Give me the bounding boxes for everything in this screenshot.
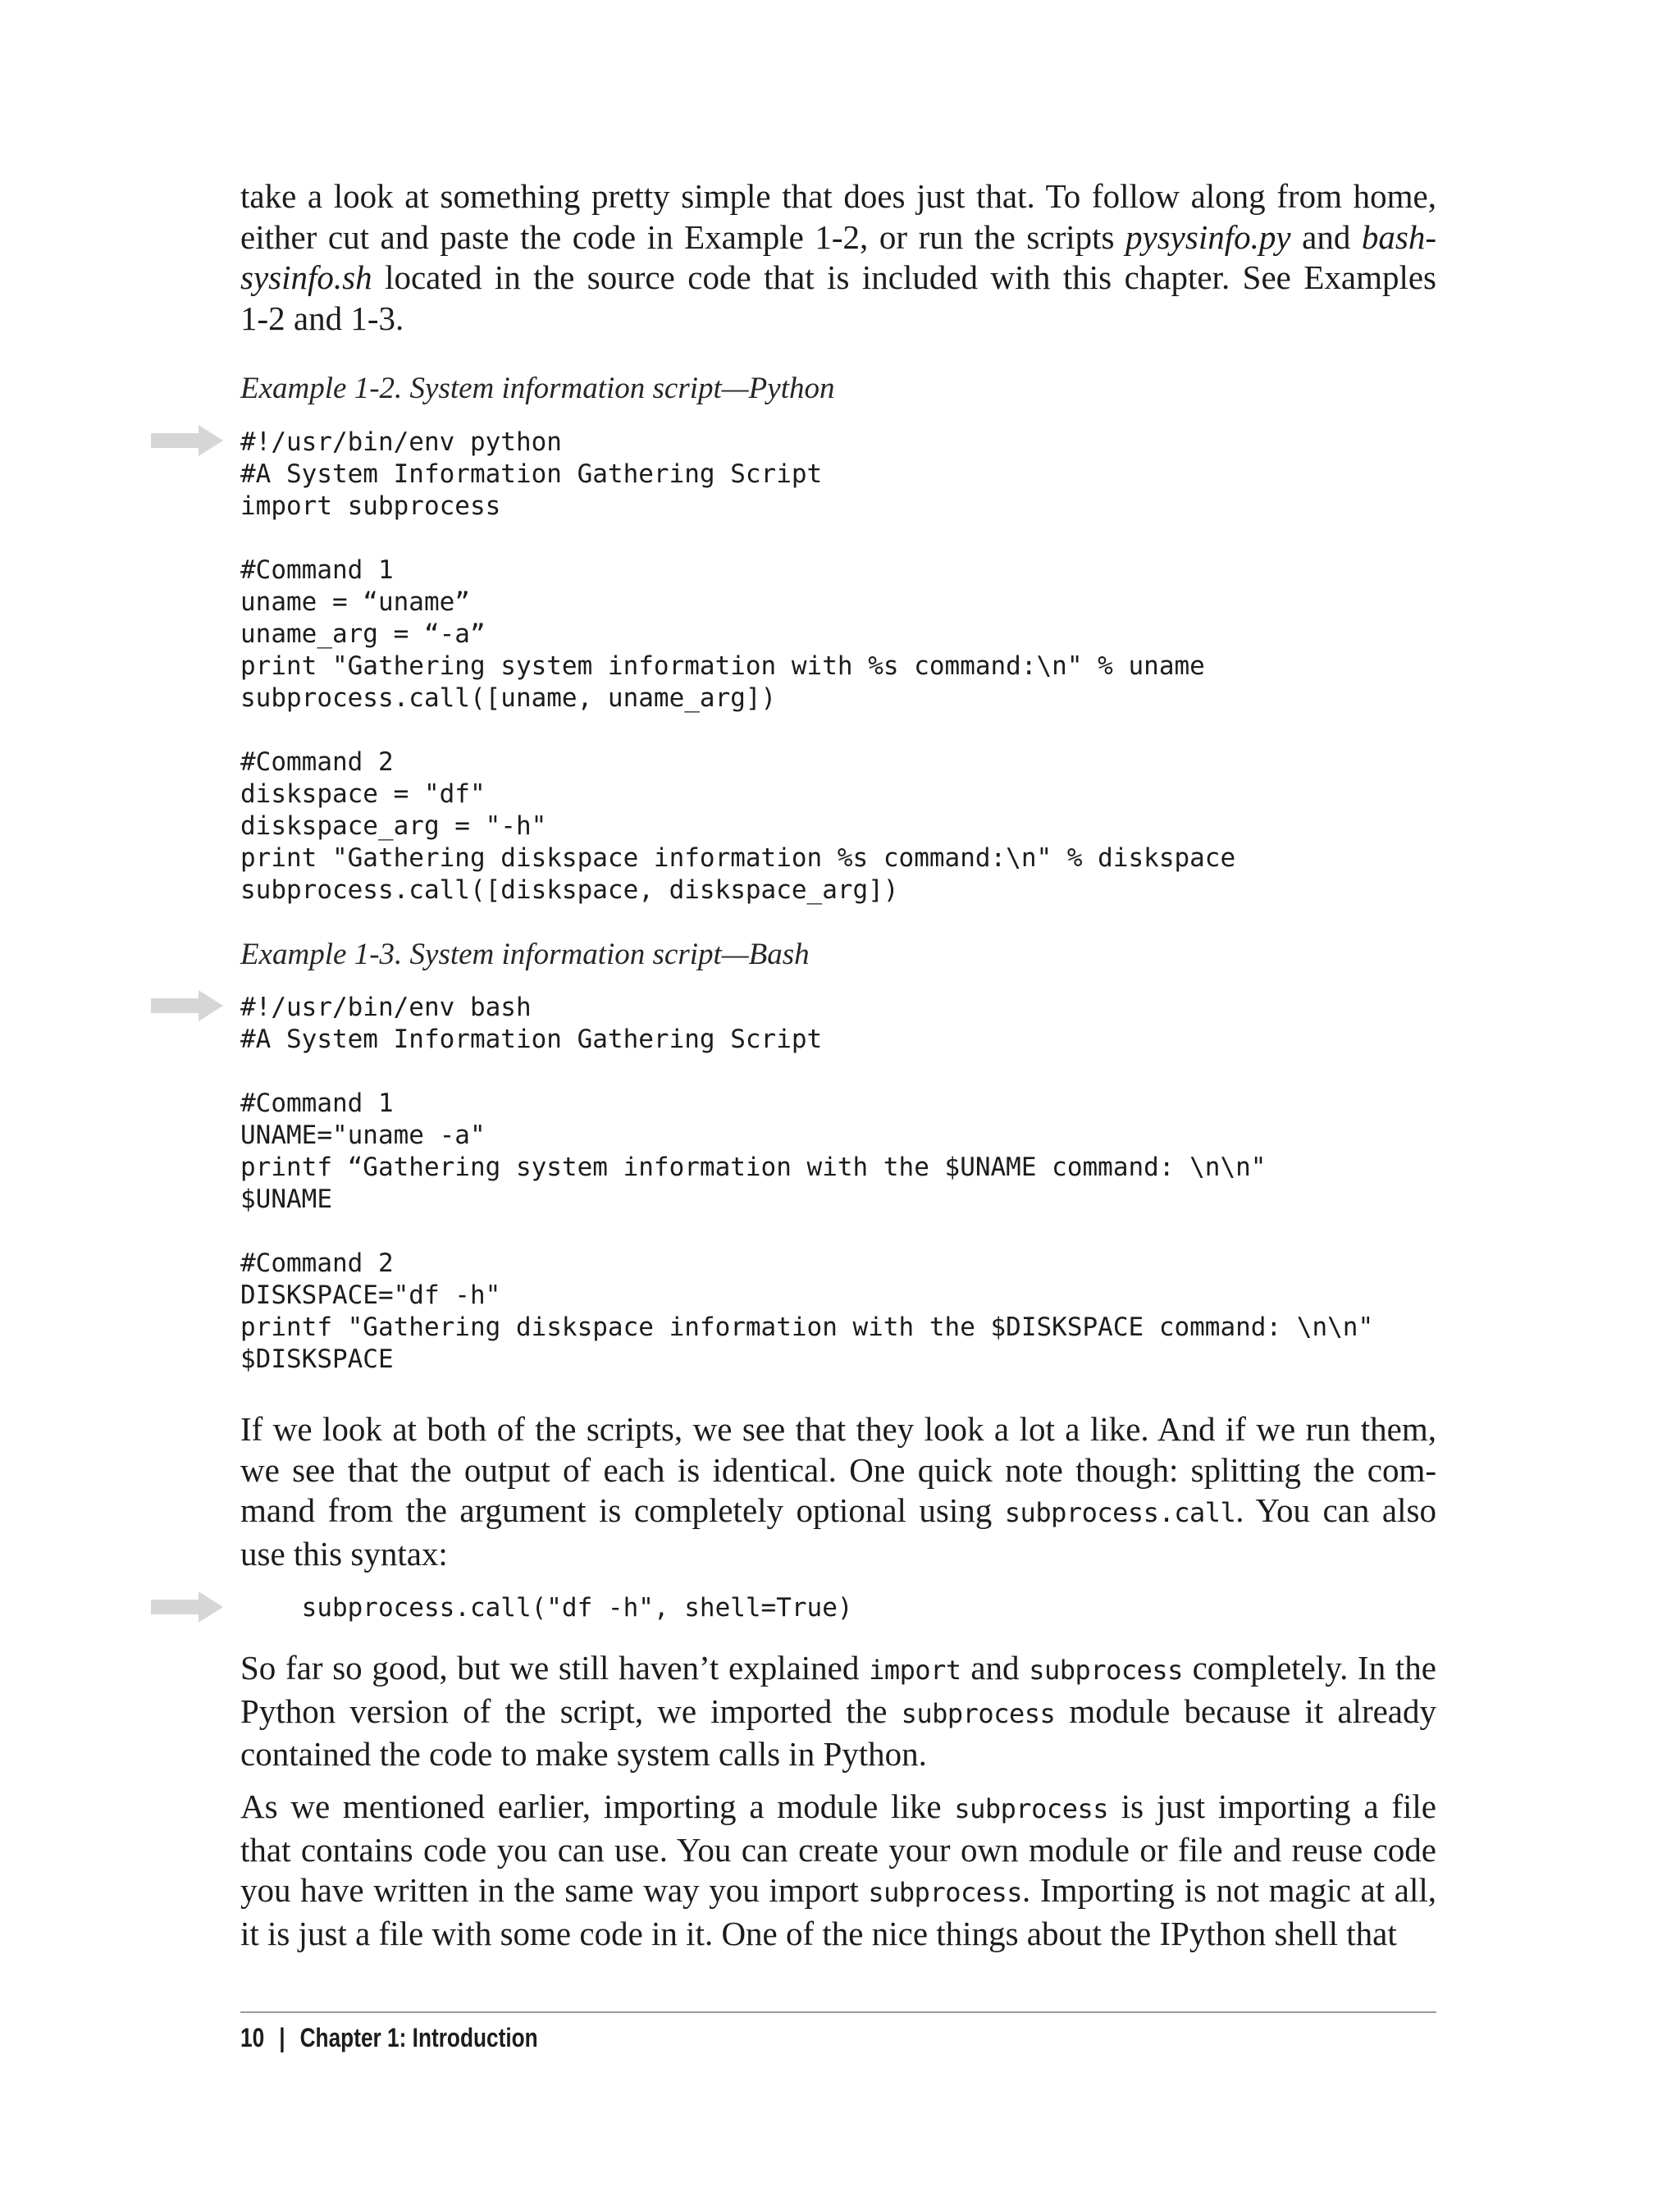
text-line (240, 1409, 1436, 1450)
bash-code-block (240, 992, 1373, 1376)
text-segment: 1-2 and 1-3. (240, 299, 404, 337)
inline-code: subprocess (901, 1697, 1056, 1729)
text-line (240, 1491, 1436, 1534)
text-line (240, 176, 1436, 217)
code-line: #Command 1 (240, 1089, 394, 1118)
text-line (240, 1450, 1436, 1491)
syntax-example-code: subprocess.call("df -h", shell=True) (240, 1593, 853, 1623)
code-line: #!/usr/bin/env python (240, 427, 562, 457)
inline-code: import (869, 1655, 961, 1686)
code-line: #!/usr/bin/env bash (240, 993, 532, 1022)
code-line (240, 714, 1235, 746)
code-line: #A System Information Gathering Script (240, 459, 823, 489)
italic-filename: sysinfo.sh (240, 258, 372, 296)
intro-paragraph (240, 176, 1436, 339)
paragraph-both-scripts (240, 1409, 1436, 1574)
code-line: import subprocess (240, 491, 501, 521)
text-segment: it is just a file with some code in it. One of the nice things about the IPython shell that (240, 1914, 1397, 1952)
text-segment: either cut and paste the code in Example 1-2, or run the scripts (240, 217, 1126, 256)
text-line (240, 1914, 1436, 1955)
paragraph-so-far (240, 1648, 1436, 1775)
code-line: #Command 2 (240, 1249, 394, 1278)
text-line (240, 217, 1436, 258)
text-line (240, 1787, 1436, 1830)
code-line: subprocess.call([diskspace, diskspace_arg]) (240, 875, 899, 905)
text-segment: mand from the argument is completely optional using (240, 1491, 1005, 1529)
code-line: uname = “uname” (240, 587, 470, 617)
code-line: #A System Information Gathering Script (240, 1025, 823, 1054)
code-line: uname_arg = “-a” (240, 619, 486, 649)
example-1-3-caption: Example 1-3. System information script—Bash (240, 938, 810, 971)
italic-filename: bash- (1361, 217, 1436, 256)
code-line: $UNAME (240, 1185, 332, 1214)
code-line (240, 1056, 1373, 1088)
code-line (240, 1216, 1373, 1248)
python-code-block (240, 427, 1235, 906)
text-segment: is just importing a file (1107, 1787, 1436, 1825)
code-line: print "Gathering diskspace information %s command:\n" % diskspace (240, 843, 1236, 873)
text-line (240, 1691, 1436, 1735)
code-marker-arrow-icon (151, 990, 223, 1021)
text-line (240, 1870, 1436, 1914)
code-line: diskspace = "df" (240, 779, 486, 809)
example-1-2-caption: Example 1-2. System information script—Python (240, 372, 835, 405)
footer-rule (240, 2011, 1436, 2013)
text-line (240, 1830, 1436, 1871)
italic-filename: pysysinfo.py (1125, 217, 1291, 256)
code-marker-arrow-icon (151, 1591, 223, 1623)
page-number: 10 (240, 2023, 265, 2052)
text-segment: and (1290, 217, 1362, 256)
text-segment: module because it already (1055, 1691, 1436, 1730)
code-line: #Command 2 (240, 747, 394, 777)
text-segment: you have written in the same way you import (240, 1871, 869, 1909)
text-segment: . Importing is not magic at all, (1022, 1871, 1436, 1909)
code-marker-arrow-icon (151, 425, 223, 456)
text-line (240, 1734, 1436, 1775)
inline-code: subprocess (1029, 1655, 1183, 1686)
text-segment: completely. In the (1182, 1649, 1436, 1687)
code-line: printf “Gathering system information with the $UNAME command: \n\n" (240, 1153, 1267, 1182)
text-segment: and (961, 1649, 1029, 1687)
inline-code: subprocess (954, 1793, 1108, 1824)
code-line: #Command 1 (240, 555, 394, 585)
code-line: UNAME="uname -a" (240, 1121, 486, 1150)
code-line: print "Gathering system information with %s command:\n" % uname (240, 651, 1205, 681)
footer-separator: | (279, 2023, 285, 2052)
text-segment: As we mentioned earlier, importing a module like (240, 1787, 955, 1825)
text-segment: . You can also (1235, 1491, 1436, 1529)
text-line (240, 1534, 1436, 1575)
text-line (240, 258, 1436, 299)
code-line: diskspace_arg = "-h" (240, 811, 547, 841)
text-line (240, 299, 1436, 340)
chapter-title: Chapter 1: Introduction (299, 2023, 538, 2052)
text-segment: that contains code you can use. You can create your own module or file and reuse code (240, 1830, 1436, 1869)
inline-code: subprocess.call (1004, 1497, 1236, 1528)
text-segment: use this syntax: (240, 1534, 448, 1573)
text-line (240, 1648, 1436, 1691)
code-line: subprocess.call([uname, uname_arg]) (240, 683, 777, 713)
page-footer (240, 2020, 538, 2056)
text-segment: we see that the output of each is identical. One quick note though: splitting the com- (240, 1450, 1436, 1489)
code-line: printf "Gathering diskspace information with the $DISKSPACE command: \n\n" (240, 1312, 1374, 1342)
text-segment: contained the code to make system calls in Python. (240, 1735, 927, 1773)
code-line: $DISKSPACE (240, 1344, 394, 1374)
inline-code: subprocess (868, 1877, 1023, 1908)
text-segment: take a look at something pretty simple that does just that. To follow along from home, (240, 177, 1436, 215)
code-line (240, 523, 1235, 555)
text-segment: If we look at both of the scripts, we see that they look a lot a like. And if we run them, (240, 1410, 1436, 1448)
text-segment: Python version of the script, we imported the (240, 1691, 902, 1730)
paragraph-as-mentioned (240, 1787, 1436, 1954)
code-line: DISKSPACE="df -h" (240, 1281, 501, 1310)
text-segment: So far so good, but we still haven’t explained (240, 1649, 870, 1687)
text-segment: located in the source code that is included with this chapter. See Examples (372, 258, 1436, 296)
